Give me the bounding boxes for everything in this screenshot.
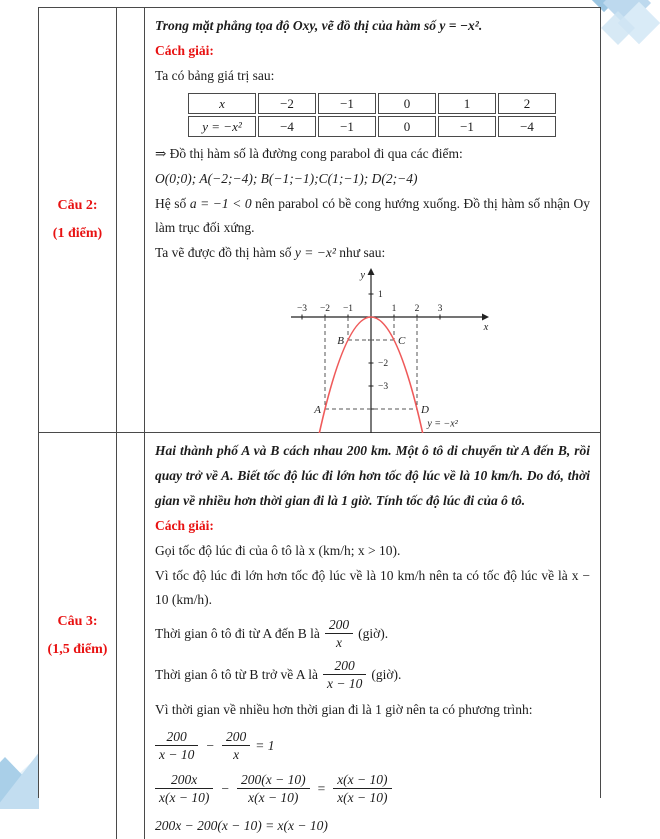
svg-text:C: C <box>398 335 406 347</box>
spacer-cell <box>117 433 145 839</box>
value-table-cell: −2 <box>258 93 316 114</box>
fraction: $\frac{x(x - 10)}{x(x - 10)}$ <box>333 771 391 806</box>
svg-text:3: 3 <box>437 304 443 314</box>
fraction: $\frac{200}{x}$ <box>325 616 353 651</box>
value-table-value-row <box>188 116 556 137</box>
draw-line: Ta vẽ được đồ thị hàm số y = −x² như sau: <box>155 245 386 260</box>
value-table-cell: 0 <box>378 93 436 114</box>
fraction: $\frac{200(x - 10)}{x(x - 10)}$ <box>237 771 310 806</box>
svg-text:1: 1 <box>391 304 397 314</box>
svg-text:−2: −2 <box>378 359 389 369</box>
solution-line: Gọi tốc độ lúc đi của ô tô là x (km/h; x > 10). <box>155 543 401 558</box>
question-3-statement: Hai thành phố A và B cách nhau 200 km. Một ô tô di chuyển từ A đến B, rồi quay trở về A. Biết tốc độ lúc đi lớn hơn tốc độ lúc về là 10 km/h. Do đó, thời gian về nhiều hơn thời gian đi là 1 giờ. Tính tốc độ lúc đi của ô tô. <box>155 443 590 508</box>
question-2-statement: Trong mặt phẳng tọa độ Oxy, vẽ đồ thị của hàm số y = −x². <box>155 18 483 33</box>
fraction: $\frac{200}{x - 10}$ <box>155 728 198 763</box>
value-table-cell: x <box>188 93 256 114</box>
svg-text:−2: −2 <box>319 304 331 314</box>
svg-text:2: 2 <box>414 304 420 314</box>
math-expression: y = −x² <box>294 245 336 260</box>
value-table-cell: −1 <box>318 93 376 114</box>
solution-line: Vì tốc độ lúc đi lớn hơn tốc độ lúc về là 10 km/h nên ta có tốc độ lúc về là x − 10 (km/h). <box>155 568 590 607</box>
question-2-points: (1 điểm) <box>52 226 103 241</box>
question-3-content <box>145 433 600 839</box>
equation-3: 200x − 200(x − 10) = x(x − 10) <box>155 818 328 833</box>
svg-text:A: A <box>314 404 321 416</box>
value-table-cell: −4 <box>498 116 556 137</box>
svg-text:y = −x²: y = −x² <box>427 418 458 430</box>
solution-header: Cách giải: <box>155 518 214 533</box>
solution-line: Vì thời gian về nhiều hơn thời gian đi là 1 giờ nên ta có phương trình: <box>155 702 533 717</box>
question-2-number: Câu 2: <box>57 198 98 213</box>
svg-text:y: y <box>360 270 365 281</box>
question-2-content <box>145 8 600 433</box>
parabola-line: ⇒ Đồ thị hàm số là đường cong parabol đi qua các điểm: <box>155 146 463 161</box>
svg-text:D: D <box>421 404 429 416</box>
table-intro-line: Ta có bảng giá trị sau: <box>155 68 275 83</box>
spacer-cell <box>117 8 145 433</box>
fraction: $\frac{200}{x}$ <box>222 728 250 763</box>
parabola-graph <box>281 267 493 449</box>
points-line: O(0;0); A(−2;−4); B(−1;−1);C(1;−1); D(2;−4) <box>155 171 418 186</box>
equation-1: $\frac{200}{x - 10}$ − $\frac{200}{x}$ = 1 <box>155 728 590 763</box>
solution-header: Cách giải: <box>155 43 214 58</box>
graph-container <box>281 267 590 453</box>
value-table-cell: 1 <box>438 93 496 114</box>
fraction: $\frac{200x}{x(x - 10)}$ <box>155 771 213 806</box>
question-3-number: Câu 3: <box>57 614 98 629</box>
question-3-points: (1,5 điểm) <box>47 642 108 657</box>
value-table <box>186 91 558 139</box>
equation-2: $\frac{200x}{x(x - 10)}$ − $\frac{200(x - 10)}{x(x - 10)}$ = $\frac{x(x - 10)}{x(x - 10)}$ <box>155 771 590 806</box>
value-table-cell: −1 <box>438 116 496 137</box>
math-expression: y = −x² <box>439 18 479 33</box>
time-go-line: Thời gian ô tô đi từ A đến B là $\frac{200}{x}$ (giờ). <box>155 617 389 650</box>
question-2-label-cell <box>39 8 117 433</box>
fraction: $\frac{200}{x - 10}$ <box>323 657 366 692</box>
coefficient-line: Hệ số a = −1 < 0 nên parabol có bề cong hướng xuống. Đồ thị hàm số nhận Oy làm trục đối xứng. <box>155 196 590 235</box>
svg-text:x: x <box>483 322 489 333</box>
svg-text:−3: −3 <box>378 382 389 392</box>
svg-text:1: 1 <box>378 290 383 300</box>
value-table-cell: y = −x² <box>188 116 256 137</box>
value-table-header-row <box>188 93 556 114</box>
value-table-cell: 0 <box>378 116 436 137</box>
time-return-line: Thời gian ô tô từ B trở về A là $\frac{200}{x - 10}$ (giờ). <box>155 658 402 691</box>
svg-text:B: B <box>337 335 344 347</box>
svg-text:−1: −1 <box>342 304 354 314</box>
svg-text:−3: −3 <box>296 304 308 314</box>
value-table-cell: −4 <box>258 116 316 137</box>
value-table-cell: −1 <box>318 116 376 137</box>
question-3-label-cell <box>39 433 117 839</box>
value-table-cell: 2 <box>498 93 556 114</box>
solution-table <box>38 7 601 833</box>
math-expression: a = −1 < 0 <box>189 196 252 211</box>
